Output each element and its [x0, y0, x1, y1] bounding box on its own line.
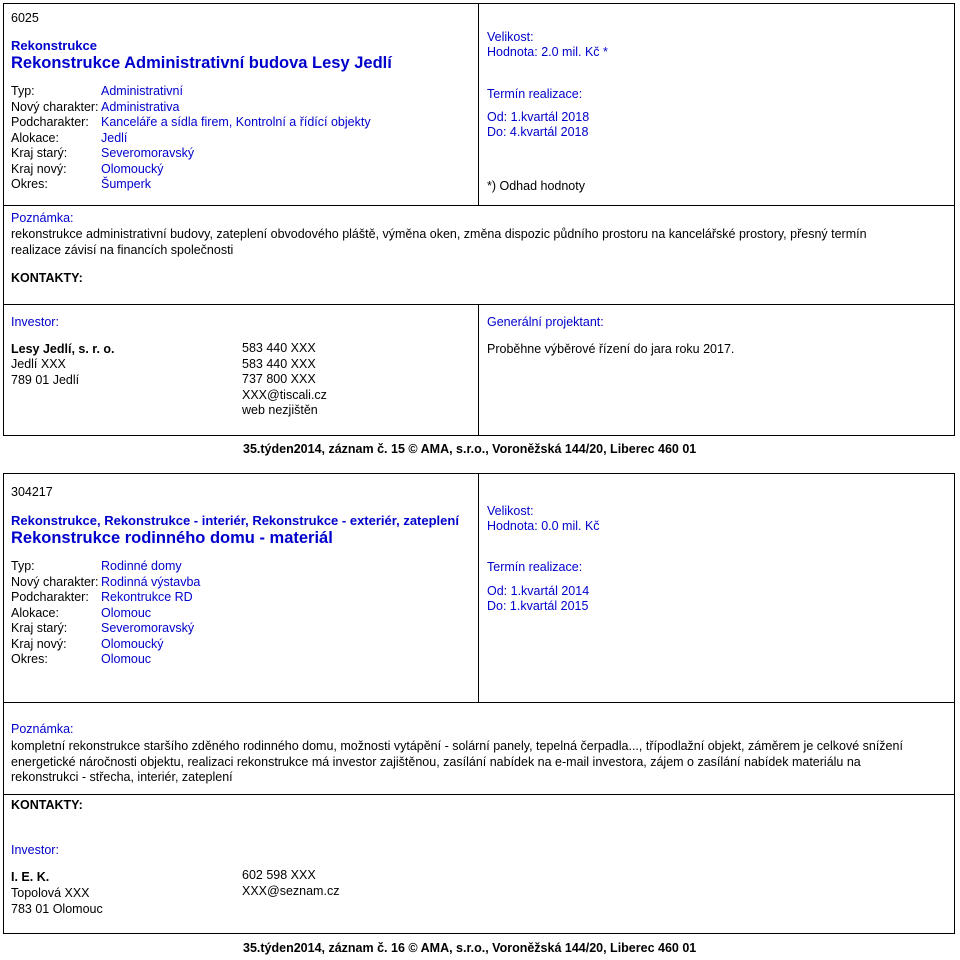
- note-line: energetické náročnosti objektu, realizaci rekonstrukce má investor zajištěnou, zasílání nabídek na e-mail investora, zájem o zasílání nabídek materiálu na: [11, 754, 861, 769]
- record-1-designer-text: Proběhne výběrové řízení do jara roku 2017.: [487, 342, 735, 356]
- record-2-note-text: [11, 738, 903, 785]
- record-1-investor-name: Lesy Jedlí, s. r. o.: [11, 342, 115, 356]
- record-1-footer: [243, 442, 696, 456]
- field-label: Okres:: [11, 652, 48, 666]
- field-label: Kraj starý:: [11, 621, 68, 635]
- field-label: Alokace:: [11, 605, 59, 620]
- phone-number: 583 440 XXX: [242, 356, 316, 371]
- field-row: [11, 100, 371, 116]
- record-2-investor-label: Investor:: [11, 843, 59, 857]
- record-2-note-label: Poznámka:: [11, 722, 74, 736]
- phone-number: 602 598 XXX: [242, 868, 316, 882]
- record-1-note-label: Poznámka:: [11, 211, 74, 225]
- record-1-contacts-heading: KONTAKTY:: [11, 271, 83, 285]
- field-value: Kanceláře a sídla firem, Kontrolní a řídící objekty: [101, 115, 371, 129]
- copyright-icon: ©: [408, 941, 418, 955]
- record-1-term-label: Termín realizace:: [487, 87, 583, 101]
- field-row: [11, 590, 200, 606]
- field-label: Alokace:: [11, 130, 59, 145]
- field-label: Typ:: [11, 84, 35, 98]
- field-label: Podcharakter:: [11, 590, 89, 604]
- note-line: kompletní rekonstrukce staršího zděného rodinného domu, možnosti vytápění - solární panely, tepelná čerpadla..., třípodlažní objekt, záměrem je celkové snížení: [11, 739, 903, 753]
- address-line: 783 01 Olomouc: [11, 901, 103, 916]
- field-value: Administrativa: [101, 99, 180, 114]
- field-row: [11, 637, 200, 653]
- field-label: Nový charakter:: [11, 574, 99, 589]
- record-1-size-box: [478, 3, 955, 206]
- record-2-investor-name: I. E. K.: [11, 870, 50, 884]
- field-row: [11, 146, 371, 162]
- field-value: Severomoravský: [101, 146, 195, 160]
- field-row: [11, 115, 371, 131]
- record-1-size-label: Velikost:: [487, 30, 534, 44]
- field-value: Jedlí: [101, 130, 128, 145]
- record-1-estimate-note: *) Odhad hodnoty: [487, 179, 585, 193]
- field-label: Okres:: [11, 177, 48, 191]
- field-label: Nový charakter:: [11, 99, 99, 114]
- footer-company: AMA, s.r.o., Voroněžská 144/20, Liberec 460 01: [420, 941, 697, 955]
- field-value: Olomouc: [101, 652, 152, 666]
- record-1-investor-contacts: [242, 341, 327, 419]
- field-label: Kraj starý:: [11, 146, 68, 160]
- field-row: [11, 131, 371, 147]
- footer-record-info: 35.týden2014, záznam č. 15: [243, 442, 405, 456]
- email-address: XXX@tiscali.cz: [242, 387, 327, 402]
- field-row: [11, 606, 200, 622]
- field-value: Šumperk: [101, 177, 152, 191]
- record-2-title: Rekonstrukce rodinného domu - materiál: [11, 529, 333, 547]
- record-2-investor-address: [11, 886, 103, 917]
- note-line: realizace závisí na financích společnosti: [11, 242, 234, 257]
- record-1-title: Rekonstrukce Administrativní budova Lesy Jedlí: [11, 54, 392, 72]
- record-1-id: 6025: [11, 11, 39, 25]
- record-2-fields: [11, 559, 200, 668]
- record-2-contacts-heading: KONTAKTY:: [11, 798, 83, 812]
- copyright-icon: ©: [408, 442, 418, 456]
- field-label: Typ:: [11, 559, 35, 573]
- field-row: [11, 84, 371, 100]
- record-2-size-label: Velikost:: [487, 504, 534, 518]
- field-value: Olomouc: [101, 605, 152, 620]
- record-2-term-from: Od: 1.kvartál 2014: [487, 584, 590, 598]
- field-label: Kraj nový:: [11, 636, 67, 651]
- field-value: Olomoucký: [101, 161, 164, 176]
- address-line: Jedlí XXX: [11, 357, 66, 371]
- field-value: Administrativní: [101, 84, 183, 98]
- record-2-footer: [243, 941, 696, 955]
- record-1-designer-label: Generální projektant:: [487, 315, 604, 329]
- record-1-investor-address: [11, 357, 79, 388]
- record-1-note-text: [11, 226, 867, 257]
- address-line: Topolová XXX: [11, 886, 90, 900]
- field-row: [11, 575, 200, 591]
- record-1-category: Rekonstrukce: [11, 38, 97, 53]
- phone-number: 583 440 XXX: [242, 341, 316, 355]
- record-1-investor-label: Investor:: [11, 315, 59, 329]
- note-line: rekonstrukce administrativní budovy, zateplení obvodového pláště, výměna oken, změna dispozic půdního prostoru na kancelářské prostory, přesný termín: [11, 227, 867, 241]
- field-row: [11, 621, 200, 637]
- field-row: [11, 559, 200, 575]
- field-label: Podcharakter:: [11, 115, 89, 129]
- field-value: Rekontrukce RD: [101, 590, 193, 604]
- record-1-term-to: Do: 4.kvartál 2018: [487, 125, 589, 139]
- record-2-category: Rekonstrukce, Rekonstrukce - interiér, Rekonstrukce - exteriér, zateplení: [11, 513, 459, 528]
- footer-company: AMA, s.r.o., Voroněžská 144/20, Liberec 460 01: [420, 442, 697, 456]
- address-line: 789 01 Jedlí: [11, 372, 80, 387]
- record-2-term-to: Do: 1.kvartál 2015: [487, 599, 589, 613]
- record-2-size-value: Hodnota: 0.0 mil. Kč: [487, 519, 600, 533]
- email-address: XXX@seznam.cz: [242, 883, 340, 898]
- record-2-investor-box: [3, 794, 955, 934]
- field-value: Olomoucký: [101, 636, 164, 651]
- record-2-investor-contacts: [242, 868, 339, 899]
- record-2-id: 304217: [11, 485, 53, 499]
- record-1-size-value: Hodnota: 2.0 mil. Kč *: [487, 45, 608, 59]
- record-2-term-label: Termín realizace:: [487, 560, 583, 574]
- field-value: Rodinná výstavba: [101, 574, 201, 589]
- footer-record-info: 35.týden2014, záznam č. 16: [243, 941, 405, 955]
- web-address: web nezjištěn: [242, 403, 318, 417]
- field-row: [11, 177, 371, 193]
- field-value: Severomoravský: [101, 621, 195, 635]
- field-row: [11, 162, 371, 178]
- phone-number: 737 800 XXX: [242, 372, 316, 386]
- field-label: Kraj nový:: [11, 161, 67, 176]
- field-row: [11, 652, 200, 668]
- record-1-fields: [11, 84, 371, 193]
- note-line: rekonstrukci - střecha, interiér, zateplení: [11, 770, 233, 784]
- record-1-term-from: Od: 1.kvartál 2018: [487, 110, 590, 124]
- field-value: Rodinné domy: [101, 559, 182, 573]
